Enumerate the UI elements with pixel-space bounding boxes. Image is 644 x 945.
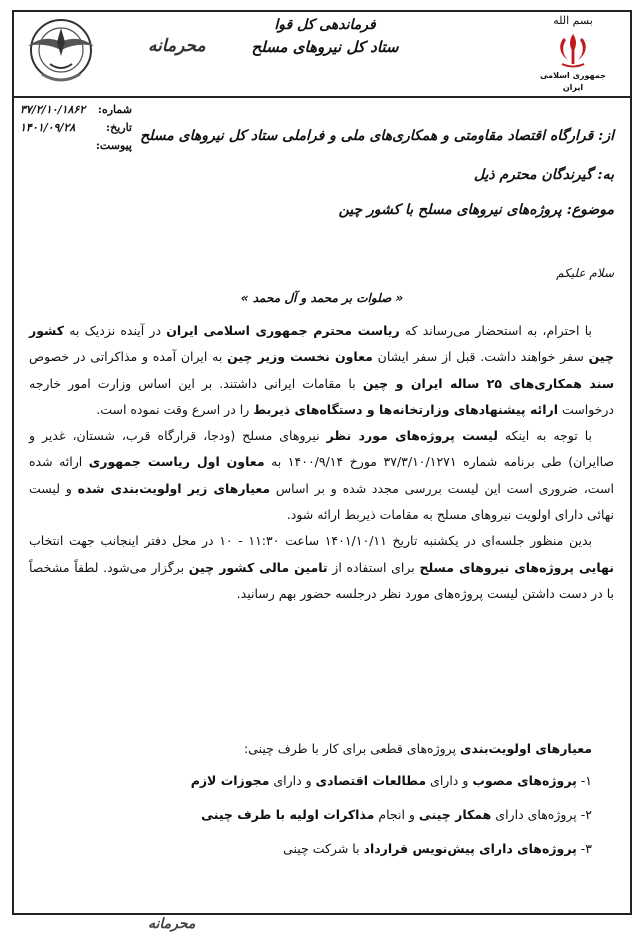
attachment-label: پیوست: [95, 139, 132, 152]
date-value: ۱۴۰۱/۰۹/۲۸ [20, 121, 76, 134]
greeting: سلام علیکم [556, 266, 614, 280]
list-item: ۳- پروژه‌های دارای پیش‌نویس قرارداد با شرکت چینی [283, 841, 592, 856]
criteria-list [29, 768, 614, 862]
state-caption: بسم الله [553, 14, 593, 27]
org-title-line1: فرماندهی کل قوا [274, 17, 376, 33]
classification-stamp-top: محرمانه [148, 36, 206, 56]
number-value: ۳۷/۲/۱۰/۱۸۶۲ [20, 103, 86, 116]
subject-line: موضوع: پروژه‌های نیروهای مسلح با کشور چین [338, 202, 614, 218]
list-item: ۲- پروژه‌های دارای همکار چینی و انجام مذاکرات اولیه با طرف چینی [201, 807, 592, 822]
blessing: « صلوات بر محمد و آل محمد » [240, 291, 404, 305]
recipient-line: به: گیرندگان محترم ذیل [473, 167, 614, 183]
classification-stamp-bottom: محرمانه [148, 916, 196, 932]
armed-forces-emblem-icon [24, 16, 98, 88]
date-label: تاریخ: [106, 121, 132, 134]
organization-title [230, 14, 420, 58]
sender-line: از: قرارگاه اقتصاد مقاومتی و همکاری‌های ملی و فراملی ستاد کل نیروهای مسلح [140, 128, 614, 144]
org-title-line2: ستاد کل نیروهای مسلح [251, 38, 399, 56]
letter-body [29, 318, 614, 607]
criteria-heading: معیارهای اولویت‌بندی پروژه‌های قطعی برای کار با طرف چینی: [243, 741, 592, 756]
state-emblem [532, 14, 614, 94]
state-name: جمهوری اسلامی ایران [540, 71, 606, 92]
reference-block [20, 101, 132, 155]
criteria-section [29, 736, 614, 870]
body-paragraph-3: بدین منظور جلسه‌ای در یکشنبه تاریخ ۱۴۰۱/۱۰/۱۱ ساعت ۱۱:۳۰ - ۱۰ در محل دفتر اینجانب جهت انتخاب نهایی پروژه‌های نیروهای مسلح برای استفاده از تامین مالی کشور چین برگزار می‌شود. لطفاً مشخصاً با در دست داشتن لیست پروژه‌های مورد نظر درجلسه حضور بهم رسانید. [29, 533, 614, 601]
iran-emblem-icon [550, 30, 596, 70]
body-paragraph-2: با توجه به اینکه لیست پروژه‌های مورد نظر نیروهای مسلح (ودجا، قرارگاه قرب، شستان، غدیر و صاایران) طی برنامه شماره ۳۷/۳/۱۰/۱۲۷۱ مورخ ۱۴۰۰/۹/۱۴ به معاون اول ریاست جمهوری ارائه شده است، ضروری است این لیست بررسی مجدد شده و بر اساس معیارهای زیر اولویت‌بندی شده و لیست نهائی دارای اولویت نیروهای مسلح به مقامات ذیربط ارائه شود. [29, 428, 614, 523]
header-divider [12, 96, 632, 98]
body-paragraph-1: با احترام، به استحضار می‌رساند که ریاست محترم جمهوری اسلامی ایران در آینده نزدیک به کشور چین سفر خواهند داشت. قبل از سفر ایشان معاون نخست وزیر چین به ایران آمده و مذاکراتی در خصوص سند همکاری‌های ۲۵ ساله ایران و چین با مقامات ایرانی داشتند. بر این اساس وزارت امور خارجه درخواست ارائه پیشنهادهای وزارتخانه‌ها و دستگاه‌های ذیربط را در اسرع وقت نموده است. [29, 323, 614, 417]
list-item: ۱- پروژه‌های مصوب و دارای مطالعات اقتصادی و دارای مجوزات لازم [190, 773, 592, 788]
number-label: شماره: [97, 103, 132, 116]
